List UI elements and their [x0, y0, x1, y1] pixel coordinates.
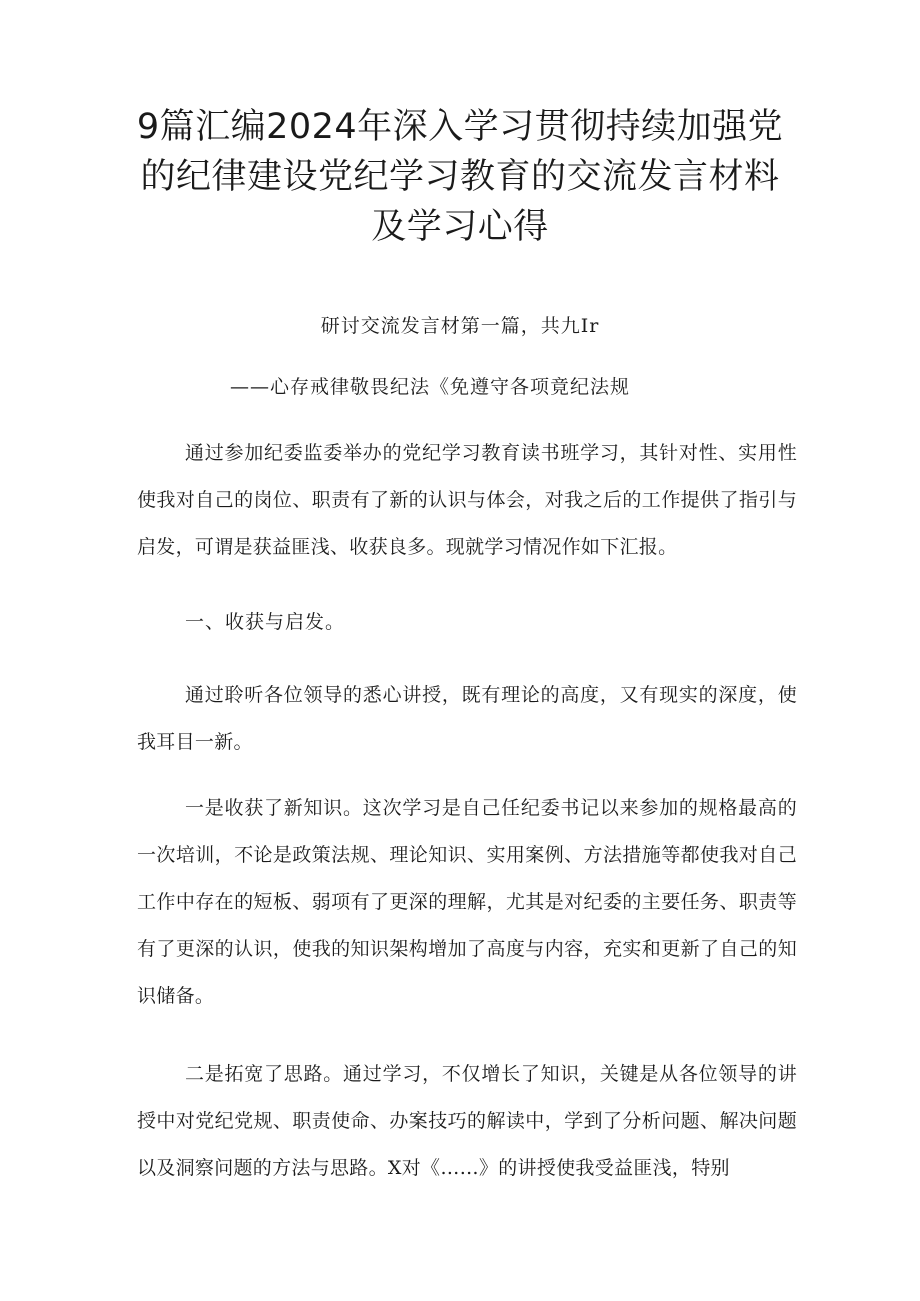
- document-title: [120, 102, 800, 252]
- paragraph-knowledge: 一是收获了新知识。这次学习是自己任纪委书记以来参加的规格最高的一次培训，不论是政策法规、理论知识、实用案例、方法措施等都使我对自己工作中存在的短板、弱项有了更深的理解，尤其是对纪委的主要任务、职责等有了更深的认识，使我的知识架构增加了高度与内容，充实和更新了自己的知识储备。: [137, 797, 797, 1007]
- paragraph-intro: 通过参加纪委监委举办的党纪学习教育读书班学习，其针对性、实用性使我对自己的岗位、职责有了新的认识与体会，对我之后的工作提供了指引与启发，可谓是获益匪浅、收获良多。现就学习情况作如下汇报。: [137, 442, 797, 558]
- title-line-1: 9篇汇编2024年深入学习贯彻持续加强党: [136, 107, 784, 147]
- section-tagline: ——心存戒律敬畏纪法《免遵守各项竟纪法规: [230, 376, 631, 398]
- paragraph-gains: 通过聆听各位领导的悉心讲授，既有理论的高度，又有现实的深度，使我耳目一新。: [137, 684, 797, 753]
- section-subtitle: 研讨交流发言材第一篇，共九Ir: [320, 315, 600, 337]
- paragraph-thinking: 二是拓宽了思路。通过学习，不仅增长了知识，关键是从各位领导的讲授中对党纪党规、职责使命、办案技巧的解读中，学到了分析问题、解决问题以及洞察问题的方法与思路。X对《……》的讲授使我受益匪浅，特别: [137, 1063, 797, 1179]
- title-line-2: 的纪律建设党纪学习教育的交流发言材料: [140, 157, 780, 197]
- section-heading: 一、收获与启发。: [185, 611, 346, 633]
- title-line-3: 及学习心得: [371, 207, 549, 247]
